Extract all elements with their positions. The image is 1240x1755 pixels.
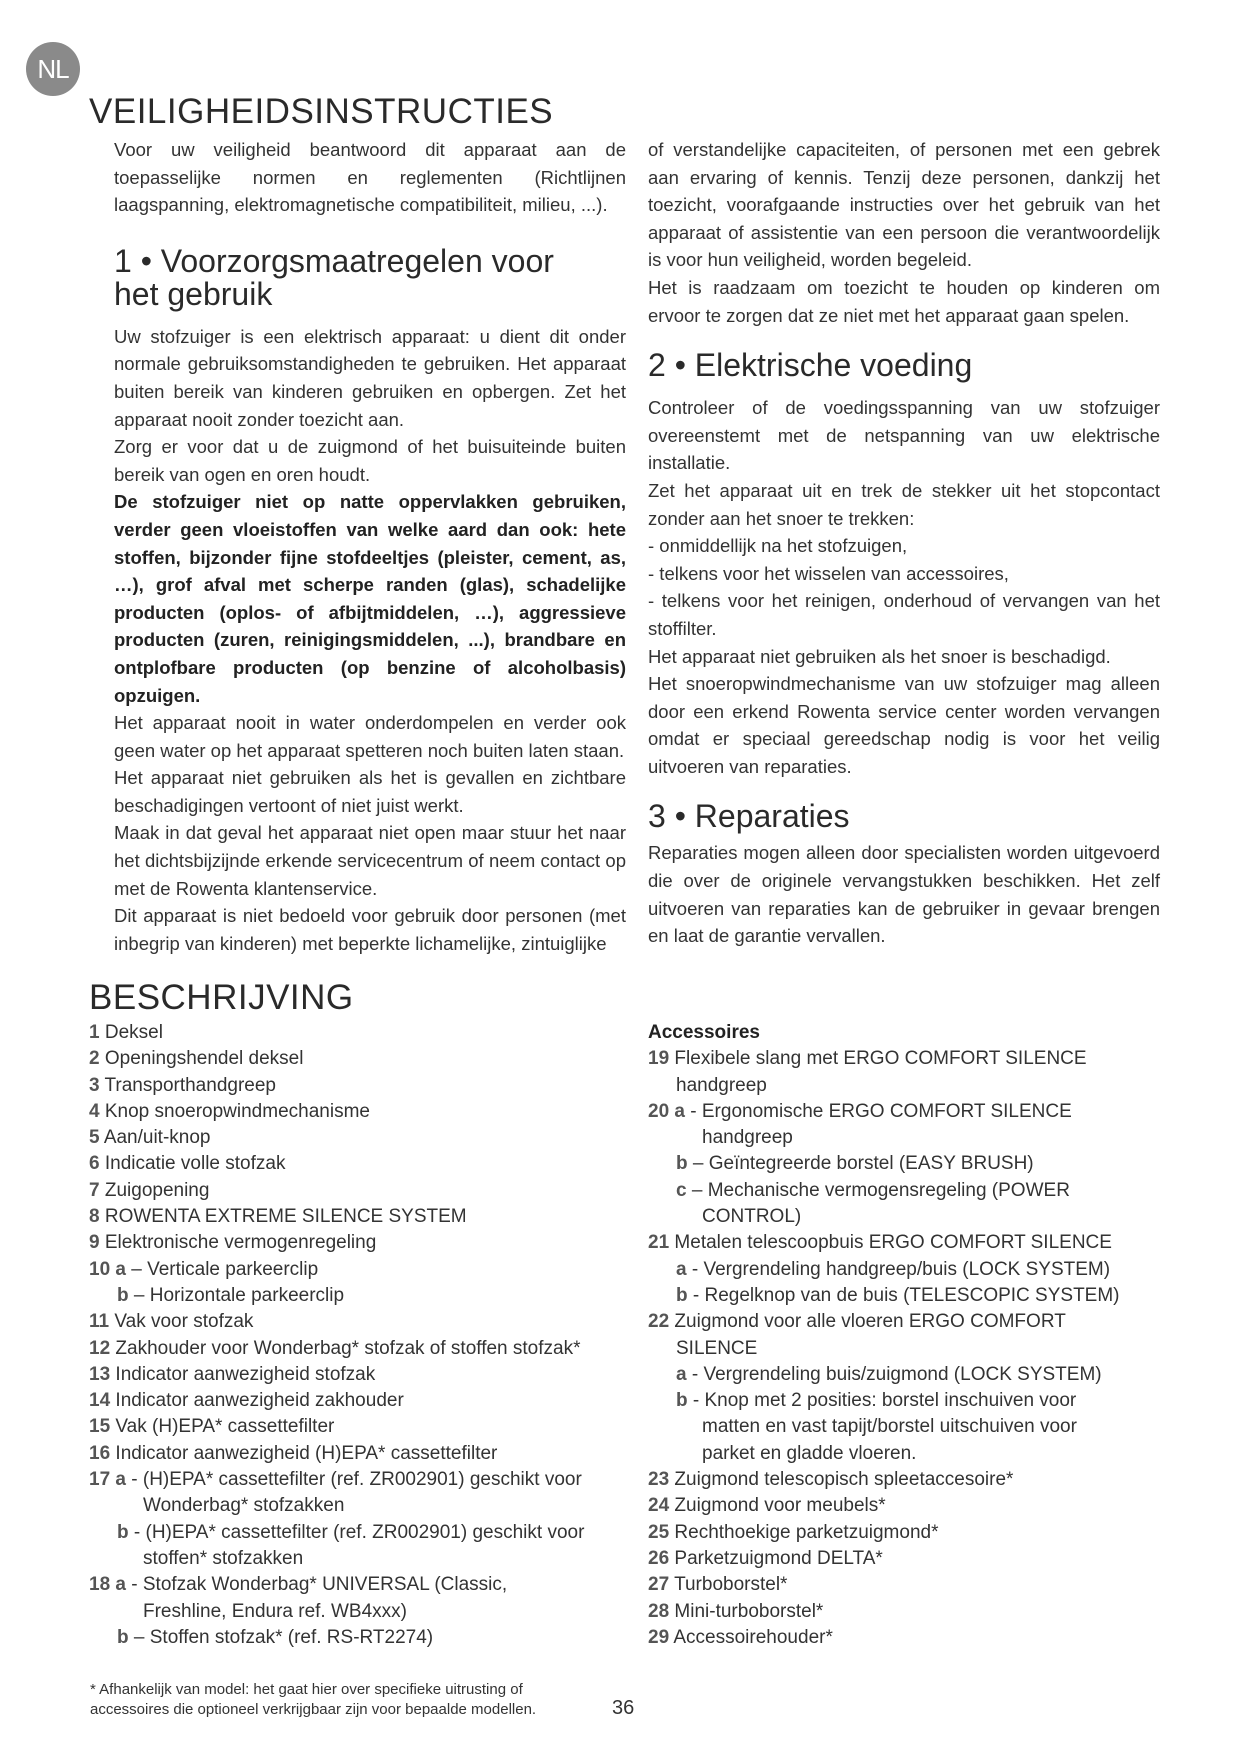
item-number: 22 xyxy=(648,1311,670,1333)
list-item xyxy=(648,1599,1208,1625)
list-item xyxy=(648,1046,1208,1072)
item-label: handgreep xyxy=(702,1127,793,1149)
item-label: - Vergrendeling buis/zuigmond (LOCK SYSTEM) xyxy=(691,1363,1102,1385)
item-label: handgreep xyxy=(676,1074,767,1096)
item-label: Rechthoekige parketzuigmond* xyxy=(674,1521,939,1543)
item-number: 3 xyxy=(89,1074,100,1096)
list-item xyxy=(89,1493,629,1519)
list-item xyxy=(89,1572,629,1598)
accessories-list xyxy=(648,1046,1208,1651)
item-number: 12 xyxy=(89,1337,111,1359)
item-label: - Ergonomische ERGO COMFORT SILENCE xyxy=(690,1100,1072,1122)
item-label: Flexibele slang met ERGO COMFORT SILENCE xyxy=(674,1048,1087,1070)
list-item xyxy=(648,1388,1208,1414)
s1-paragraph: Uw stofzuiger is een elektrisch apparaat: u dient dit onder normale gebruiksomstandigheden te gebruiken. Het apparaat buiten bereik van kinderen gebruiken en opbergen. Zet het apparaat nooit zonder toezicht aan. xyxy=(114,325,626,430)
safety-left-column xyxy=(114,136,626,957)
list-item xyxy=(648,1336,1208,1362)
item-label: Aan/uit-knop xyxy=(103,1127,211,1149)
item-number: 10 a xyxy=(89,1258,126,1280)
list-item xyxy=(89,1546,629,1572)
s2-paragraph: - telkens voor het reinigen, onderhoud of vervangen van het stoffilter. xyxy=(648,590,1160,639)
list-item xyxy=(89,1441,629,1467)
item-number: 1 xyxy=(89,1022,100,1043)
s2-paragraph: Zet het apparaat uit en trek de stekker uit het stopcontact zonder aan het snoer te trekken: xyxy=(648,479,1160,529)
list-item xyxy=(89,1599,629,1625)
item-label: - (H)EPA* cassettefilter (ref. ZR002901) geschikt voor xyxy=(133,1521,585,1543)
item-number: 29 xyxy=(648,1626,670,1648)
item-number: b xyxy=(676,1153,688,1175)
item-label: Zuigmond voor meubels* xyxy=(674,1495,886,1517)
item-number: 11 xyxy=(89,1311,110,1333)
item-label: Indicator aanwezigheid stofzak xyxy=(115,1363,376,1385)
list-item xyxy=(89,1336,629,1362)
s2-paragraph: Het apparaat niet gebruiken als het snoer is beschadigd. xyxy=(648,645,1111,667)
list-item xyxy=(648,1414,1208,1440)
list-item xyxy=(89,1099,629,1125)
list-item xyxy=(648,1257,1208,1283)
s1-paragraph: Het apparaat nooit in water onderdompelen en verder ook geen water op het apparaat spetteren noch buiten laten staan. xyxy=(114,712,626,761)
item-label: - Vergrendeling handgreep/buis (LOCK SYSTEM) xyxy=(691,1258,1111,1280)
item-number: 5 xyxy=(89,1127,100,1149)
s3-paragraph: Reparaties mogen alleen door specialisten worden uitgevoerd die over de originele vervangstukken beschikken. Het zelf uitvoeren van reparaties kan de gebruiker in gevaar brengen en laat de garantie vervallen. xyxy=(648,842,1160,947)
item-number: 26 xyxy=(648,1547,670,1569)
s2-paragraph: - onmiddellijk na het stofzuigen, xyxy=(648,535,908,557)
item-label: Wonderbag* stofzakken xyxy=(143,1495,345,1517)
list-item xyxy=(89,1388,629,1414)
item-number: 7 xyxy=(89,1179,100,1201)
item-label: Indicator aanwezigheid (H)EPA* cassettefilter xyxy=(115,1442,498,1464)
list-item xyxy=(89,1204,629,1230)
list-item xyxy=(89,1520,629,1546)
item-number: 23 xyxy=(648,1469,670,1491)
list-item xyxy=(89,1257,629,1283)
item-label: Zuigmond telescopisch spleetaccesoire* xyxy=(674,1469,1014,1491)
item-number: 28 xyxy=(648,1600,670,1622)
item-number: b xyxy=(117,1626,129,1648)
list-item xyxy=(89,1414,629,1440)
list-item xyxy=(648,1125,1208,1151)
page-number: 36 xyxy=(612,1697,635,1719)
item-label: Zuigopening xyxy=(104,1179,210,1201)
item-label: Accessoirehouder* xyxy=(673,1626,833,1648)
item-label: Mini-turboborstel* xyxy=(674,1600,824,1622)
item-number: 24 xyxy=(648,1495,670,1517)
item-label: SILENCE xyxy=(676,1337,758,1359)
item-label: Knop snoeropwindmechanisme xyxy=(104,1100,370,1122)
list-item xyxy=(89,1073,629,1099)
safety-right-column xyxy=(648,136,1160,950)
item-label: Freshline, Endura ref. WB4xxx) xyxy=(143,1600,407,1622)
item-label: - Stofzak Wonderbag* UNIVERSAL (Classic, xyxy=(131,1574,508,1596)
item-label: Openingshendel deksel xyxy=(104,1048,304,1070)
item-label: Vak (H)EPA* cassettefilter xyxy=(115,1416,335,1438)
list-item xyxy=(648,1151,1208,1177)
list-item xyxy=(89,1230,629,1256)
item-number: b xyxy=(676,1284,688,1306)
item-number: 15 xyxy=(89,1416,111,1438)
item-label: Turboborstel* xyxy=(674,1574,788,1596)
item-number: 9 xyxy=(89,1232,100,1254)
item-number: 4 xyxy=(89,1100,100,1122)
list-item xyxy=(89,1125,629,1151)
item-label: Elektronische vermogenregeling xyxy=(104,1232,377,1254)
list-item xyxy=(89,1046,629,1072)
list-item xyxy=(648,1362,1208,1388)
item-number: 2 xyxy=(89,1048,100,1070)
item-label: – Horizontale parkeerclip xyxy=(133,1284,345,1306)
item-label: – Verticale parkeerclip xyxy=(131,1258,319,1280)
item-number: 27 xyxy=(648,1574,670,1596)
item-label: stoffen* stofzakken xyxy=(143,1547,304,1569)
list-item xyxy=(648,1309,1208,1335)
item-label: ROWENTA EXTREME SILENCE SYSTEM xyxy=(104,1206,467,1228)
item-label: - (H)EPA* cassettefilter (ref. ZR002901) geschikt voor xyxy=(131,1469,582,1491)
item-number: b xyxy=(117,1284,129,1306)
item-number: a xyxy=(676,1363,687,1385)
section-3-title: 3 • Reparaties xyxy=(648,798,850,835)
s1-paragraph: Het is raadzaam om toezicht te houden op kinderen om ervoor te zorgen dat ze niet met het apparaat gaan spelen. xyxy=(648,276,1160,326)
item-number: 16 xyxy=(89,1442,111,1464)
item-label: – Stoffen stofzak* (ref. RS-RT2274) xyxy=(133,1626,434,1648)
item-label: - Regelknop van de buis (TELESCOPIC SYSTEM) xyxy=(692,1284,1120,1306)
s1-paragraph: Dit apparaat is niet bedoeld voor gebruik door personen (met inbegrip van kinderen) met beperkte lichamelijke, zintuiglijke xyxy=(114,905,626,954)
list-item xyxy=(89,1283,629,1309)
item-label: – Geïntegreerde borstel (EASY BRUSH) xyxy=(692,1153,1034,1175)
section-2-title: 2 • Elektrische voeding xyxy=(648,347,973,384)
item-number: 25 xyxy=(648,1521,670,1543)
list-item xyxy=(648,1099,1208,1125)
list-item xyxy=(648,1572,1208,1598)
item-label: – Mechanische vermogensregeling (POWER xyxy=(691,1179,1070,1201)
list-item xyxy=(89,1309,629,1335)
s1-paragraph: Maak in dat geval het apparaat niet open maar stuur het naar het dichtsbijzijnde erkende servicecentrum of neem contact op met de Rowenta klantenservice. xyxy=(114,822,626,899)
list-item xyxy=(89,1467,629,1493)
list-item xyxy=(648,1178,1208,1204)
parts-list xyxy=(89,1020,629,1651)
item-label: Zakhouder voor Wonderbag* stofzak of stoffen stofzak* xyxy=(115,1337,581,1359)
item-label: matten en vast tapijt/borstel uitschuiven voor xyxy=(702,1416,1077,1438)
list-item xyxy=(89,1362,629,1388)
s1-warning-paragraph: De stofzuiger niet op natte oppervlakken gebruiken, verder geen vloeistoffen van welke aard dan ook: hete stoffen, bijzonder fijne stofdeeltjes (pleister, cement, as, …), grof afval met scherpe randen (glas), schadelijke producten (oplos- of afbijtmiddelen, …), aggressieve producten (zuren, reinigingsmiddelen, ...), brandbare en ontplofbare producten (op benzine of alcoholbasis) opzuigen. xyxy=(114,491,626,706)
list-item xyxy=(89,1151,629,1177)
list-item xyxy=(648,1073,1208,1099)
list-item xyxy=(89,1020,629,1046)
accessories-title: Accessoires xyxy=(648,1022,760,1043)
item-label: Indicator aanwezigheid zakhouder xyxy=(115,1390,404,1412)
list-item xyxy=(648,1493,1208,1519)
footnote: * Afhankelijk van model: het gaat hier over specifieke uitrusting of accessoires die optioneel verkrijgbaar zijn voor bepaalde modellen. xyxy=(90,1681,537,1718)
safety-intro: Voor uw veiligheid beantwoord dit apparaat aan de toepasselijke normen en reglementen (Richtlijnen laagspanning, elektromagnetische compatibiliteit, milieu, ...). xyxy=(114,139,626,216)
item-number: 17 a xyxy=(89,1469,126,1491)
item-number: 8 xyxy=(89,1206,100,1228)
item-number: 20 a xyxy=(648,1100,685,1122)
item-label: Zuigmond voor alle vloeren ERGO COMFORT xyxy=(674,1311,1066,1333)
item-number: c xyxy=(676,1179,687,1201)
list-item xyxy=(648,1546,1208,1572)
s1-paragraph: Zorg er voor dat u de zuigmond of het buisuiteinde buiten bereik van ogen en oren houdt. xyxy=(114,436,626,485)
s1-paragraph: of verstandelijke capaciteiten, of personen met een gebrek aan ervaring of kennis. Tenzij deze personen, dankzij het toezicht, voorafgaande instructies over het gebruik van het apparaat of assistentie van een persoon die verantwoordelijk is voor hun veiligheid, worden begeleid. xyxy=(648,139,1160,271)
item-label: parket en gladde vloeren. xyxy=(702,1442,917,1464)
item-label: - Knop met 2 posities: borstel inschuiven voor xyxy=(692,1390,1077,1412)
item-label: CONTROL) xyxy=(702,1206,802,1228)
item-number: b xyxy=(117,1521,129,1543)
list-item xyxy=(89,1178,629,1204)
s1-paragraph: Het apparaat niet gebruiken als het is gevallen en zichtbare beschadigingen vertoont of niet juist werkt. xyxy=(114,767,626,816)
item-label: Deksel xyxy=(104,1022,163,1043)
list-item xyxy=(648,1625,1208,1651)
list-item xyxy=(648,1283,1208,1309)
item-number: a xyxy=(676,1258,687,1280)
s2-paragraph: Controleer of de voedingsspanning van uw stofzuiger overeenstemt met de netspanning van uw elektrische installatie. xyxy=(648,397,1160,474)
item-label: Vak voor stofzak xyxy=(114,1311,254,1333)
item-number: 6 xyxy=(89,1153,100,1175)
list-item xyxy=(89,1625,629,1651)
list-item xyxy=(648,1467,1208,1493)
list-item xyxy=(648,1230,1208,1256)
s2-paragraph: - telkens voor het wisselen van accessoires, xyxy=(648,562,1009,584)
list-item xyxy=(648,1204,1208,1230)
item-label: Transporthandgreep xyxy=(104,1074,276,1096)
accessories-section xyxy=(648,1020,1208,1651)
item-number: 14 xyxy=(89,1390,111,1412)
safety-title: VEILIGHEIDSINSTRUCTIES xyxy=(89,92,554,131)
item-number: 18 a xyxy=(89,1574,126,1596)
s2-paragraph: Het snoeropwindmechanisme van uw stofzuiger mag alleen door een erkend Rowenta service center worden vervangen omdat er speciaal gereedschap nodig is voor het veilig uitvoeren van reparaties. xyxy=(648,673,1160,777)
item-label: Indicatie volle stofzak xyxy=(104,1153,286,1175)
section-1-title: 1 • Voorzorgsmaatregelen voor het gebruik xyxy=(114,242,554,312)
item-number: 21 xyxy=(648,1232,670,1254)
list-item xyxy=(648,1441,1208,1467)
description-title: BESCHRIJVING xyxy=(89,978,354,1017)
list-item xyxy=(648,1520,1208,1546)
item-number: b xyxy=(676,1390,688,1412)
item-number: 13 xyxy=(89,1363,111,1385)
item-number: 19 xyxy=(648,1048,670,1070)
language-badge: NL xyxy=(26,42,80,96)
item-label: Metalen telescoopbuis ERGO COMFORT SILENCE xyxy=(674,1232,1112,1254)
item-label: Parketzuigmond DELTA* xyxy=(674,1547,883,1569)
